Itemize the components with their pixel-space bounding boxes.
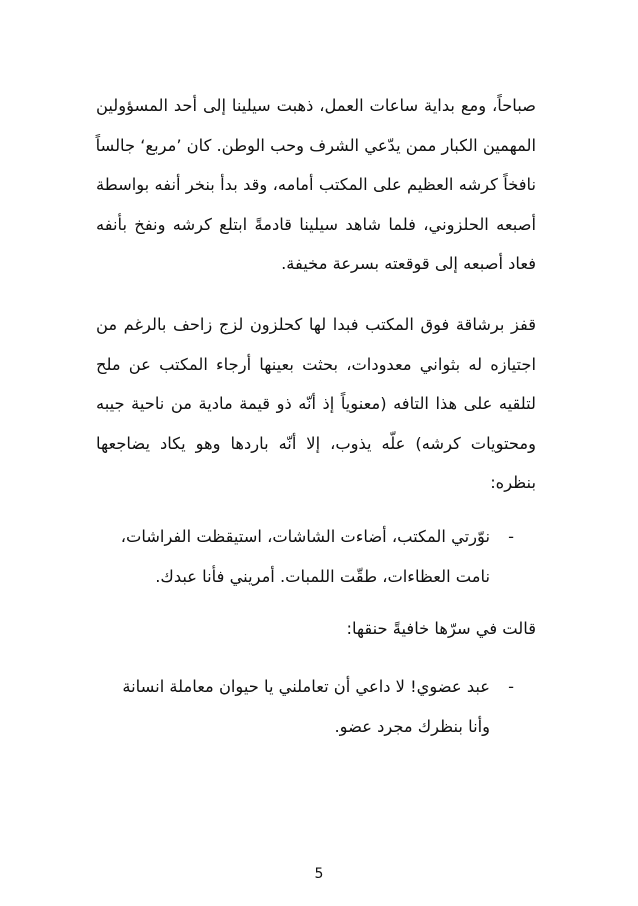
dialogue-line: نامت العظاءات، طقّت اللمبات. أمريني فأنا عبدك. xyxy=(155,566,490,586)
dialogue-line xyxy=(120,517,514,557)
paragraph-2 xyxy=(96,305,536,503)
text-line: اجتيازه له بثواني معدودات، بحثت بعينها أرجاء المكتب عن ملح xyxy=(96,354,536,374)
dialogue-dash: - xyxy=(508,527,514,546)
text-line: فعاد أصبعه إلى قوقعته بسرعة مخيفة. xyxy=(281,254,536,274)
text-line: نافخاً كرشه العظيم على المكتب أمامه، وقد بدأ بنخر أنفه بواسطة xyxy=(96,175,536,195)
narration-paragraph xyxy=(96,609,536,649)
text-line: المهمين الكبار ممن يدّعي الشرف وحب الوطن. كان ’مربع‘ جالساً xyxy=(95,135,536,155)
text-line: بنظره: xyxy=(490,473,536,493)
page-number: 5 xyxy=(314,866,324,882)
text-line: قالت في سرّها خافيةً حنقها: xyxy=(346,619,536,638)
dialogue-1 xyxy=(120,517,514,596)
dialogue-dash: - xyxy=(508,677,514,696)
text-line: قفز برشاقة فوق المكتب فبدا لها كحلزون لزج زاحف بالرغم من xyxy=(96,315,536,334)
text-line: أصبعه الحلزوني، فلما شاهد سيلينا قادمةً ابتلع كرشه ونفخ بأنفه xyxy=(96,214,536,234)
text-line: صباحاً، ومع بداية ساعات العمل، ذهبت سيلينا إلى أحد المسؤولين xyxy=(96,96,536,115)
dialogue-text: عبد عضوي! لا داعي أن تعاملني يا حيوان معاملة انسانة xyxy=(122,677,490,696)
dialogue-line: وأنا بنظرك مجرد عضو. xyxy=(334,716,490,736)
text-line: ومحتويات كرشه) علّه يذوب، إلا أنّه باردها وهو يكاد يضاجعها xyxy=(96,433,536,453)
text-line: لتلقيه على هذا التافه (معنوياً إذ أنّه ذو قيمة مادية من ناحية جيبه xyxy=(96,394,536,414)
paragraph-1 xyxy=(96,86,536,284)
dialogue-text: نوّرتي المكتب، أضاءت الشاشات، استيقظت الفراشات، xyxy=(120,527,490,546)
dialogue-2 xyxy=(122,667,514,746)
dialogue-line xyxy=(122,667,514,707)
